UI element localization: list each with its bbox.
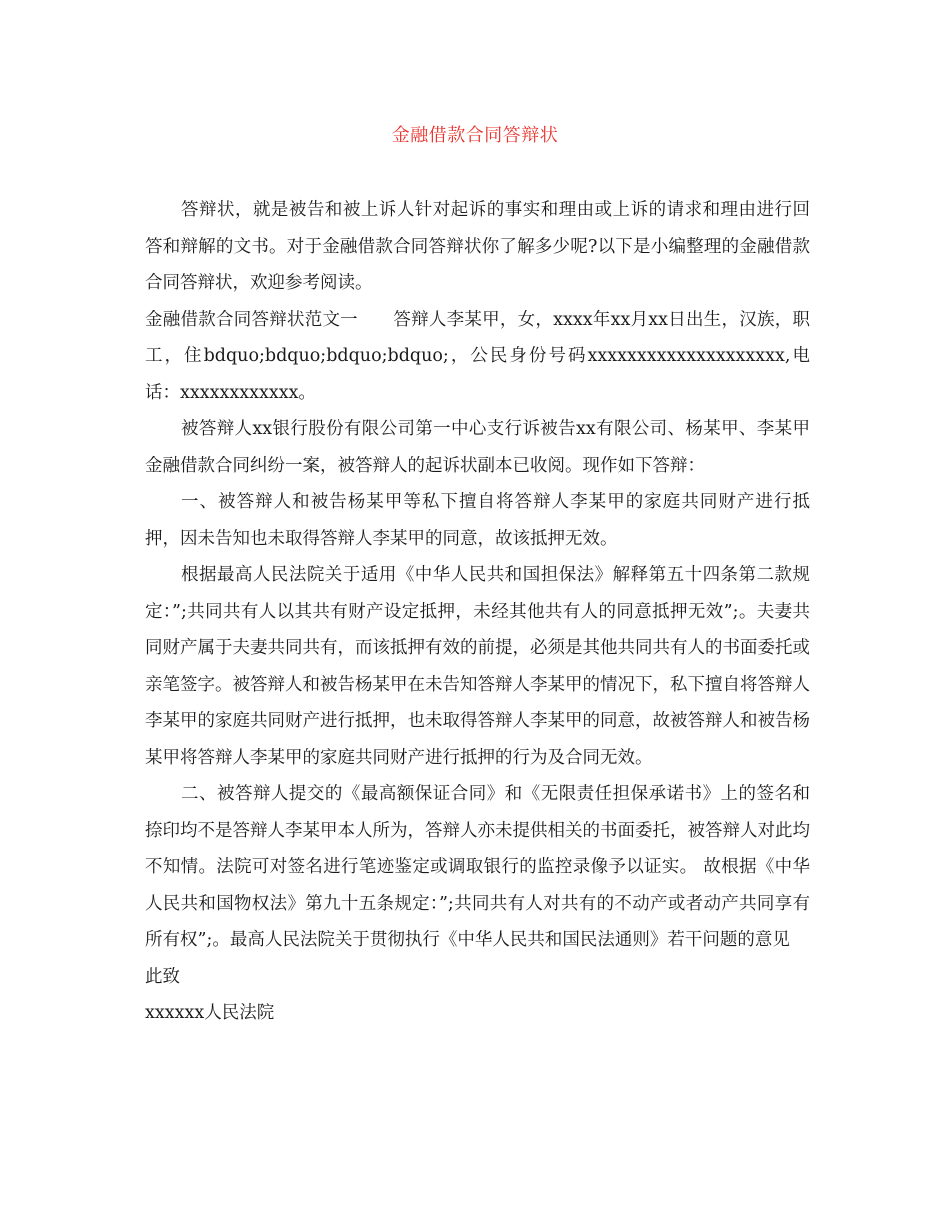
document-title: 金融借款合同答辩状 xyxy=(391,125,559,146)
defense-point-one: 一、被答辩人和被告杨某甲等私下擅自将答辩人李某甲的家庭共同财产进行抵押，因未告知也未取得答辩人李某甲的同意，故该抵押无效。 xyxy=(145,492,810,549)
case-summary-paragraph: 被答辩人xx银行股份有限公司第一中心支行诉被告xx有限公司、杨某甲、李某甲金融借款合同纠纷一案，被答辩人的起诉状副本已收阅。现作如下答辩： xyxy=(145,419,810,476)
document-body xyxy=(145,192,810,1032)
legal-basis-paragraph: 根据最高人民法院关于适用《中华人民共和国担保法》解释第五十四条第二款规定：”;共同共有人以其共有财产设定抵押，未经其他共有人的同意抵押无效”;。夫妻共同财产属于夫妻共同共有，而该抵押有效的前提，必须是其他共同共有人的书面委托或亲笔签字。被答辩人和被告杨某甲在未告知答辩人李某甲的情况下，私下擅自将答辩人李某甲的家庭共同财产进行抵押，也未取得答辩人李某甲的同意，故被答辩人和被告杨某甲将答辩人李某甲的家庭共同财产进行抵押的行为及合同无效。 xyxy=(145,565,810,768)
respondent-info-paragraph: 金融借款合同答辩状范文一 答辩人李某甲，女，xxxx年xx月xx日出生，汉族，职工，住bdquo;bdquo;bdquo;bdquo;，公民身份号码xxxxxxxxxxxxxxxxxxxx,电话：xxxxxxxxxxxx。 xyxy=(145,309,810,403)
closing-salutation: 此致 xyxy=(145,966,180,987)
court-addressee: xxxxxx人民法院 xyxy=(145,1003,275,1023)
defense-point-two: 二、被答辩人提交的《最高额保证合同》和《无限责任担保承诺书》上的签名和捺印均不是答辩人李某甲本人所为，答辩人亦未提供相关的书面委托，被答辩人对此均不知情。法院可对签名进行笔迹鉴定或调取银行的监控录像予以证实。 故根据《中华人民共和国物权法》第九十五条规定：”;共同共有人对共有的不动产或者动产共同享有所有权”;。最高人民法院关于贯彻执行《中华人民共和国民法通则》若干问题的意见 xyxy=(145,784,810,950)
intro-paragraph: 答辩状，就是被告和被上诉人针对起诉的事实和理由或上诉的请求和理由进行回答和辩解的文书。对于金融借款合同答辩状你了解多少呢?以下是小编整理的金融借款合同答辩状，欢迎参考阅读。 xyxy=(145,200,810,293)
